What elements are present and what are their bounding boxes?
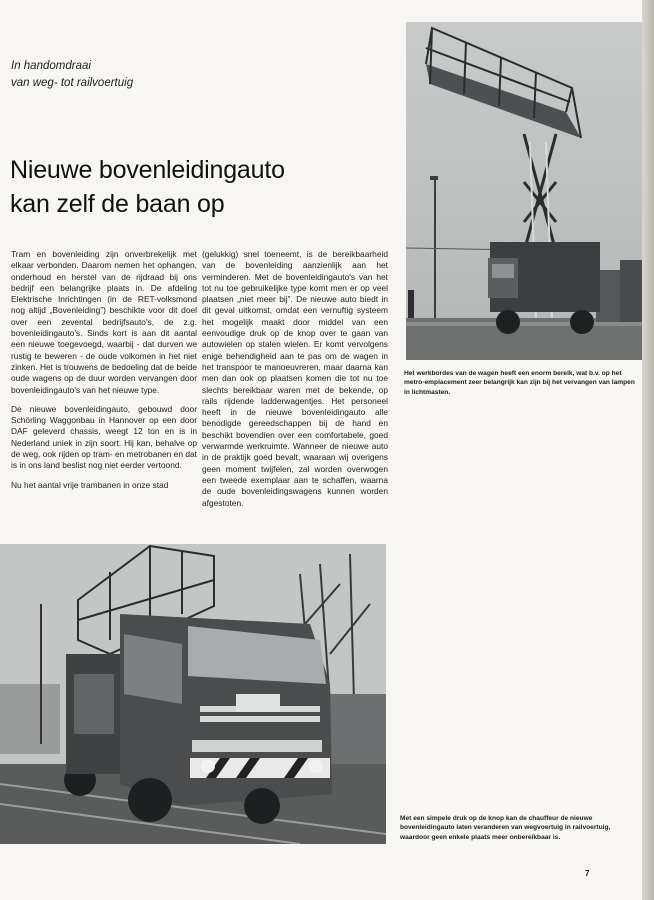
kicker-line-2: van weg- tot railvoertuig xyxy=(11,77,134,89)
photo-daf-truck xyxy=(0,544,386,844)
caption-photo-1: Het werkbordes van de wagen heeft een enorm bereik, wat b.v. op het metro-emplacement zeer belangrijk kan zijn bij het vervangen van lampen in lichtmasten. xyxy=(404,370,635,396)
article-title xyxy=(10,153,370,221)
body-paragraph: Tram en bovenleiding zijn onverbrekelijk met elkaar verbonden. Daarom nemen het ophangen, onderhoud en herstel van de rijdraad bij ons bedrijf een belangrijke plaats in. De afdeling Elektrische Inrichtingen (in de RET-volksmond nog altijd „Bovenleiding”) beschikte voor dit doel over een zevental bedrijfsauto's, de z.g. bovenleidingauto's. Sinds kort is aan dit aantal een nieuwe toegevoegd, waarbij - dat durven we rustig te beweren - de oude volkomen in het niet zinken. Het is trouwens de bedoeling dat de beide oude wagens op de duur worden vervangen door bovenleidingauto's van het nieuwe type. xyxy=(11,249,197,395)
body-column-2 xyxy=(202,249,388,517)
title-line-1: Nieuwe bovenleidingauto xyxy=(10,156,285,184)
body-paragraph: Nu het aantal vrije trambanen in onze stad xyxy=(11,479,169,490)
page-number: 7 xyxy=(585,869,590,878)
body-column-1 xyxy=(11,249,197,499)
kicker xyxy=(11,58,133,92)
caption-photo-2: Met een simpele druk op de knop kan de chauffeur de nieuwe bovenleidingauto laten veranderen van wegvoertuig in railvoertuig, waardoor geen enkele plaats meer onbereikbaar is. xyxy=(400,815,611,841)
body-paragraph: De nieuwe bovenleidingauto, gebouwd door Schörling Waggonbau in Hannover op een door DAF geleverd chassis, weegt 12 ton en is in Nederland uniek in zijn soort. Hij kan, behalve op de weg, ook rijden op tram- en metrobanen en dat is in ons land beslist nog niet eerder vertoond. xyxy=(11,403,197,471)
title-line-2: kan zelf de baan op xyxy=(10,190,225,218)
page-edge xyxy=(642,0,654,900)
kicker-line-1: In handomdraai xyxy=(11,60,91,72)
photo-raised-platform xyxy=(406,22,644,360)
body-paragraph: (gelukkig) snel toeneemt, is de bereikbaarheid van de bovenleiding aanzienlijk aan het verminderen. Met de bovenleidingauto's van het tot nu toe gebruikelijke type komt men er op veel plaatsen „niet meer bij”. De nieuwe auto biedt in dit geval uitkomst, omdat een vernuftig systeem het mogelijk maakt door middel van een eenvoudige druk op de knop over te gaan van autowielen op stalen wielen. Er komt vervolgens enige behendigheid aan te pas om de wagen in het transpoor te manoeuvreren, maar daarna kan men dan ook op plaatsen komen die tot nu toe slechts bereikbaar waren met de bekende, op rails rijdende ladderwagentjes. Het personeel heeft in de nieuwe bovenleidingauto alle benodigde gereedschappen bij de hand en beschikt bovendien over een comfortabele, goed verwarmde werkruimte. Wanneer de nieuwe auto in de praktijk goed bevalt, waaraan wij overigens geen moment twijfelen, zal worden overwogen een tweede exemplaar aan te schaffen, waarna de oude bovenleidingswagens kunnen worden afgestoten. xyxy=(202,249,388,508)
